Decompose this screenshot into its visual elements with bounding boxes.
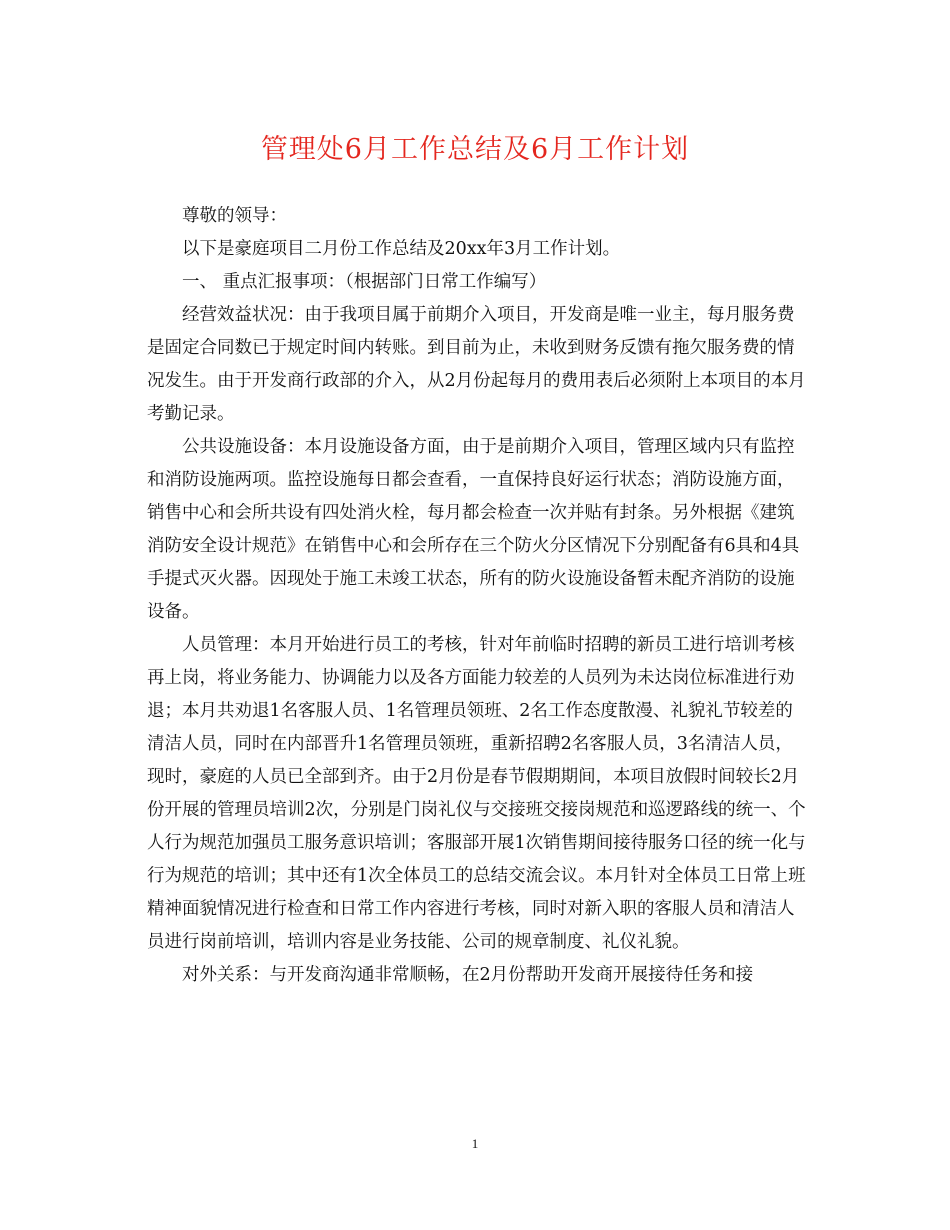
page-number: 1 [471, 1136, 479, 1151]
salutation: 尊敬的领导： [182, 206, 287, 226]
document-title: 管理处6月工作总结及6月工作计划 [260, 134, 690, 165]
paragraph-operating-status: 经营效益状况：由于我项目属于前期介入项目，开发商是唯一业主，每月服务费是固定合同数已于规定时间内转账。到目前为止，未收到财务反馈有拖欠服务费的情况发生。由于开发商行政部的介入，从2月份起每月的费用表后必须附上本项目的本月考勤记录。 [147, 305, 806, 424]
paragraph-external-relations: 对外关系：与开发商沟通非常顺畅，在2月份帮助开发商开展接待任务和接 [182, 965, 754, 985]
paragraph-personnel: 人员管理：本月开始进行员工的考核，针对年前临时招聘的新员工进行培训考核再上岗，将业务能力、协调能力以及各方面能力较差的人员列为未达岗位标准进行劝退；本月共劝退1名客服人员、1名管理员领班、2名工作态度散漫、礼貌礼节较差的清洁人员，同时在内部晋升1名管理员领班，重新招聘2名客服人员，3名清洁人员，现时，豪庭的人员已全部到齐。由于2月份是春节假期期间，本项目放假时间较长2月份开展的管理员培训2次，分别是门岗礼仪与交接班交接岗规范和巡逻路线的统一、个人行为规范加强员工服务意识培训；客服部开展1次销售期间接待服务口径的统一化与行为规范的培训；其中还有1次全体员工的总结交流会议。本月针对全体员工日常上班精神面貌情况进行检查和日常工作内容进行考核，同时对新入职的客服人员和清洁人员进行岗前培训，培训内容是业务技能、公司的规章制度、礼仪礼貌。 [147, 635, 806, 952]
section-heading: 一、 重点汇报事项：（根据部门日常工作编写） [182, 272, 547, 292]
paragraph-public-facilities: 公共设施设备：本月设施设备方面，由于是前期介入项目，管理区域内只有监控和消防设施两项。监控设施每日都会查看，一直保持良好运行状态；消防设施方面，销售中心和会所共设有四处消火栓，每月都会检查一次并贴有封条。另外根据《建筑消防安全设计规范》在销售中心和会所存在三个防火分区情况下分别配备有6具和4具手提式灭火器。因现处于施工未竣工状态，所有的防火设施设备暂未配齐消防的设施设备。 [147, 437, 800, 622]
document-body [147, 200, 807, 992]
intro-paragraph: 以下是豪庭项目二月份工作总结及20xx年3月工作计划。 [182, 239, 621, 259]
